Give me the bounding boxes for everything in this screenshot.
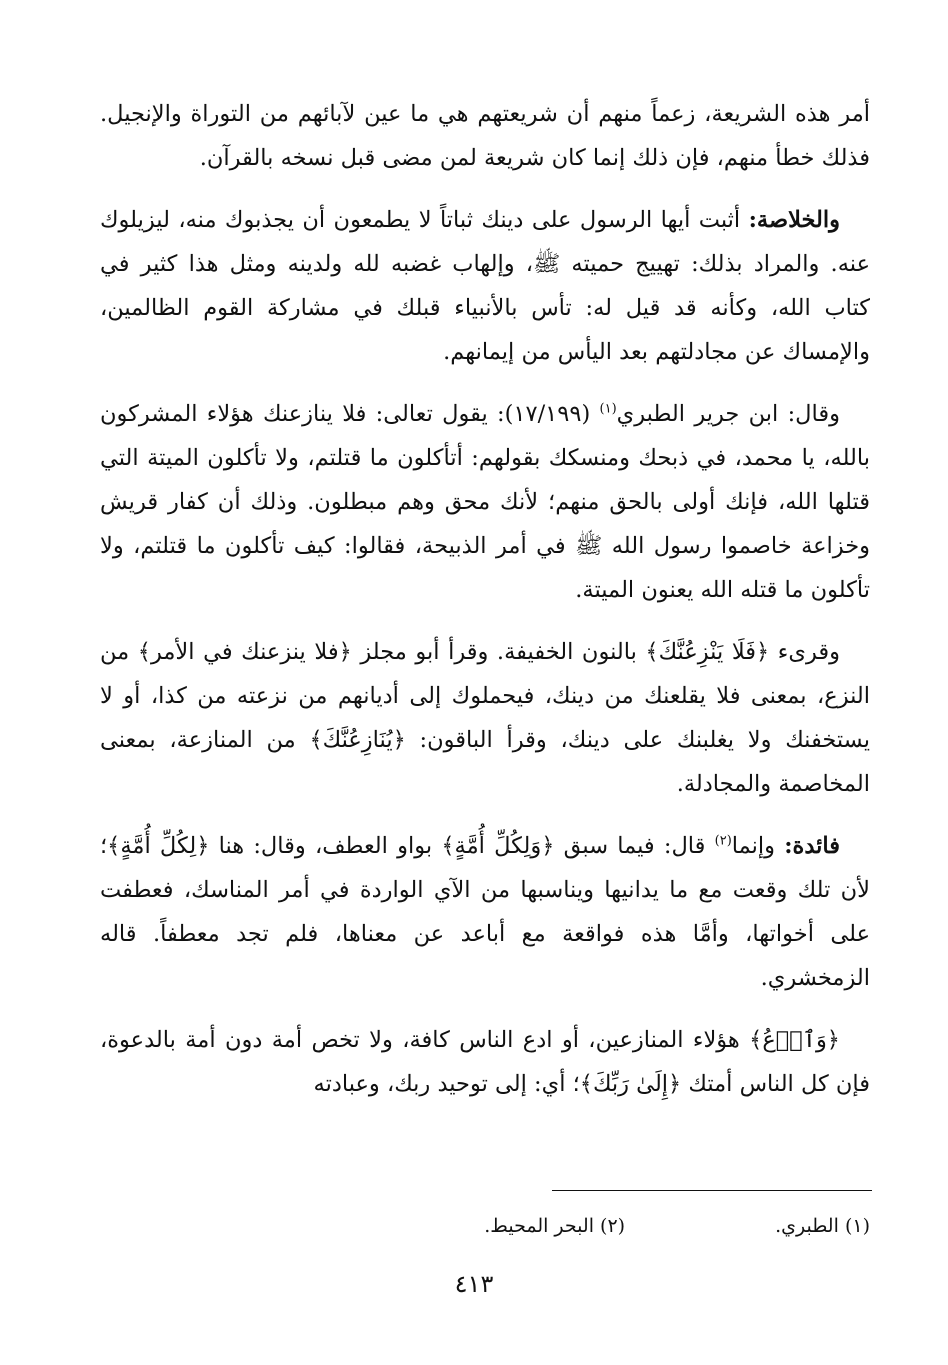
paragraph-summary (100, 198, 870, 374)
footnote-text: الطبري. (775, 1215, 839, 1237)
footnote-ref-1[interactable]: (١) (599, 401, 617, 417)
paragraph-text: وقرىء ﴿فَلَا يَنْزِعُنَّكَ﴾ بالنون الخفيفة. وقرأ أبو مجلز ﴿فلا ينزعنك في الأمر﴾ من النزع، بمعنى فلا يقلعنك من دينك، فيحملوك إلى أديانهم من نزعته من كذا، أو لا يستخفنك ولا يغلبنك على دينك، وقرأ الباقون: ﴿يُنَازِعُنَّكَ﴾ من المنازعة، بمعنى المخاصمة والمجادلة. (100, 639, 870, 797)
footnote-ref-2[interactable]: (٢) (714, 833, 732, 849)
paragraph-text: (١٧/١٩٩): يقول تعالى: فلا ينازعنك هؤلاء المشركون بالله، يا محمد، في ذبحك ومنسكك بقولهم: أتأكلون ما قتلتم، ولا تأكلون الميتة التي قتلها الله، فإنك أولى بالحق منهم؛ لأنك محق وهم مبطلون. وذلك أن كفار قريش وخزاعة خاصموا رسول الله ﷺ في أمر الذبيحة، فقالوا: كيف تأكلون ما قتلتم، ولا تأكلون ما قتله الله يعنون الميتة. (100, 401, 870, 603)
paragraph-readings (100, 630, 870, 806)
page-body (100, 92, 870, 1124)
footnote-divider (552, 1190, 872, 1191)
footnote-marker: (١) (844, 1215, 870, 1237)
paragraph-text: وقال: ابن جرير الطبري (616, 401, 840, 427)
footnote-1 (775, 1212, 870, 1240)
paragraph-tabari-quote (100, 392, 870, 612)
paragraph-text: ﴿وَٱدۡعُ﴾ هؤلاء المنازعين، أو ادع الناس كافة، ولا تخص أمة دون أمة بالدعوة، فإن كل الناس أمتك ﴿إِلَىٰ رَبِّكَ﴾؛ أي: إلى توحيد ربك، وعبادته (100, 1027, 870, 1097)
paragraph-call (100, 1018, 870, 1106)
paragraph-continuation (100, 92, 870, 180)
paragraph-text: أمر هذه الشريعة، زعماً منهم أن شريعتهم هي ما عين لآبائهم من التوراة والإنجيل. فذلك خطأ منهم، فإن ذلك إنما كان شريعة لمن مضى قبل نسخه بالقرآن. (100, 101, 870, 171)
benefit-heading: فائدة: (784, 833, 840, 859)
footnote-2 (484, 1212, 625, 1240)
footnote-text: البحر المحيط. (484, 1215, 594, 1237)
paragraph-benefit (100, 824, 870, 1000)
paragraph-text: وإنما (731, 833, 785, 859)
footnotes (300, 1212, 870, 1240)
paragraph-text: أثبت أيها الرسول على دينك ثباتاً لا يطمعون أن يجذبوك منه، ليزيلوك عنه. والمراد بذلك: تهييج حميته ﷺ، وإلهاب غضبه لله ولدينه ومثل هذا كثير في كتاب الله، وكأنه قد قيل له: تأس بالأنبياء قبلك في مشاركة القوم الظالمين، والإمساك عن مجادلتهم بعد اليأس من إيمانهم. (100, 207, 870, 365)
page-number: ٤١٣ (454, 1270, 494, 1298)
footnote-marker: (٢) (600, 1215, 626, 1237)
paragraph-text: قال: فيما سبق ﴿وَلِكُلِّ أُمَّةٍ﴾ بواو العطف، وقال: هنا ﴿لِكُلِّ أُمَّةٍ﴾؛ لأن تلك وقعت مع ما يدانيها ويناسبها من الآي الواردة في أمر المناسك، فعطفت على أخواتها، وأمَّا هذه فواقعة مع أباعد عن معناها، فلم تجد معطفاً. قاله الزمخشري. (100, 833, 870, 991)
summary-heading: والخلاصة: (748, 207, 840, 233)
